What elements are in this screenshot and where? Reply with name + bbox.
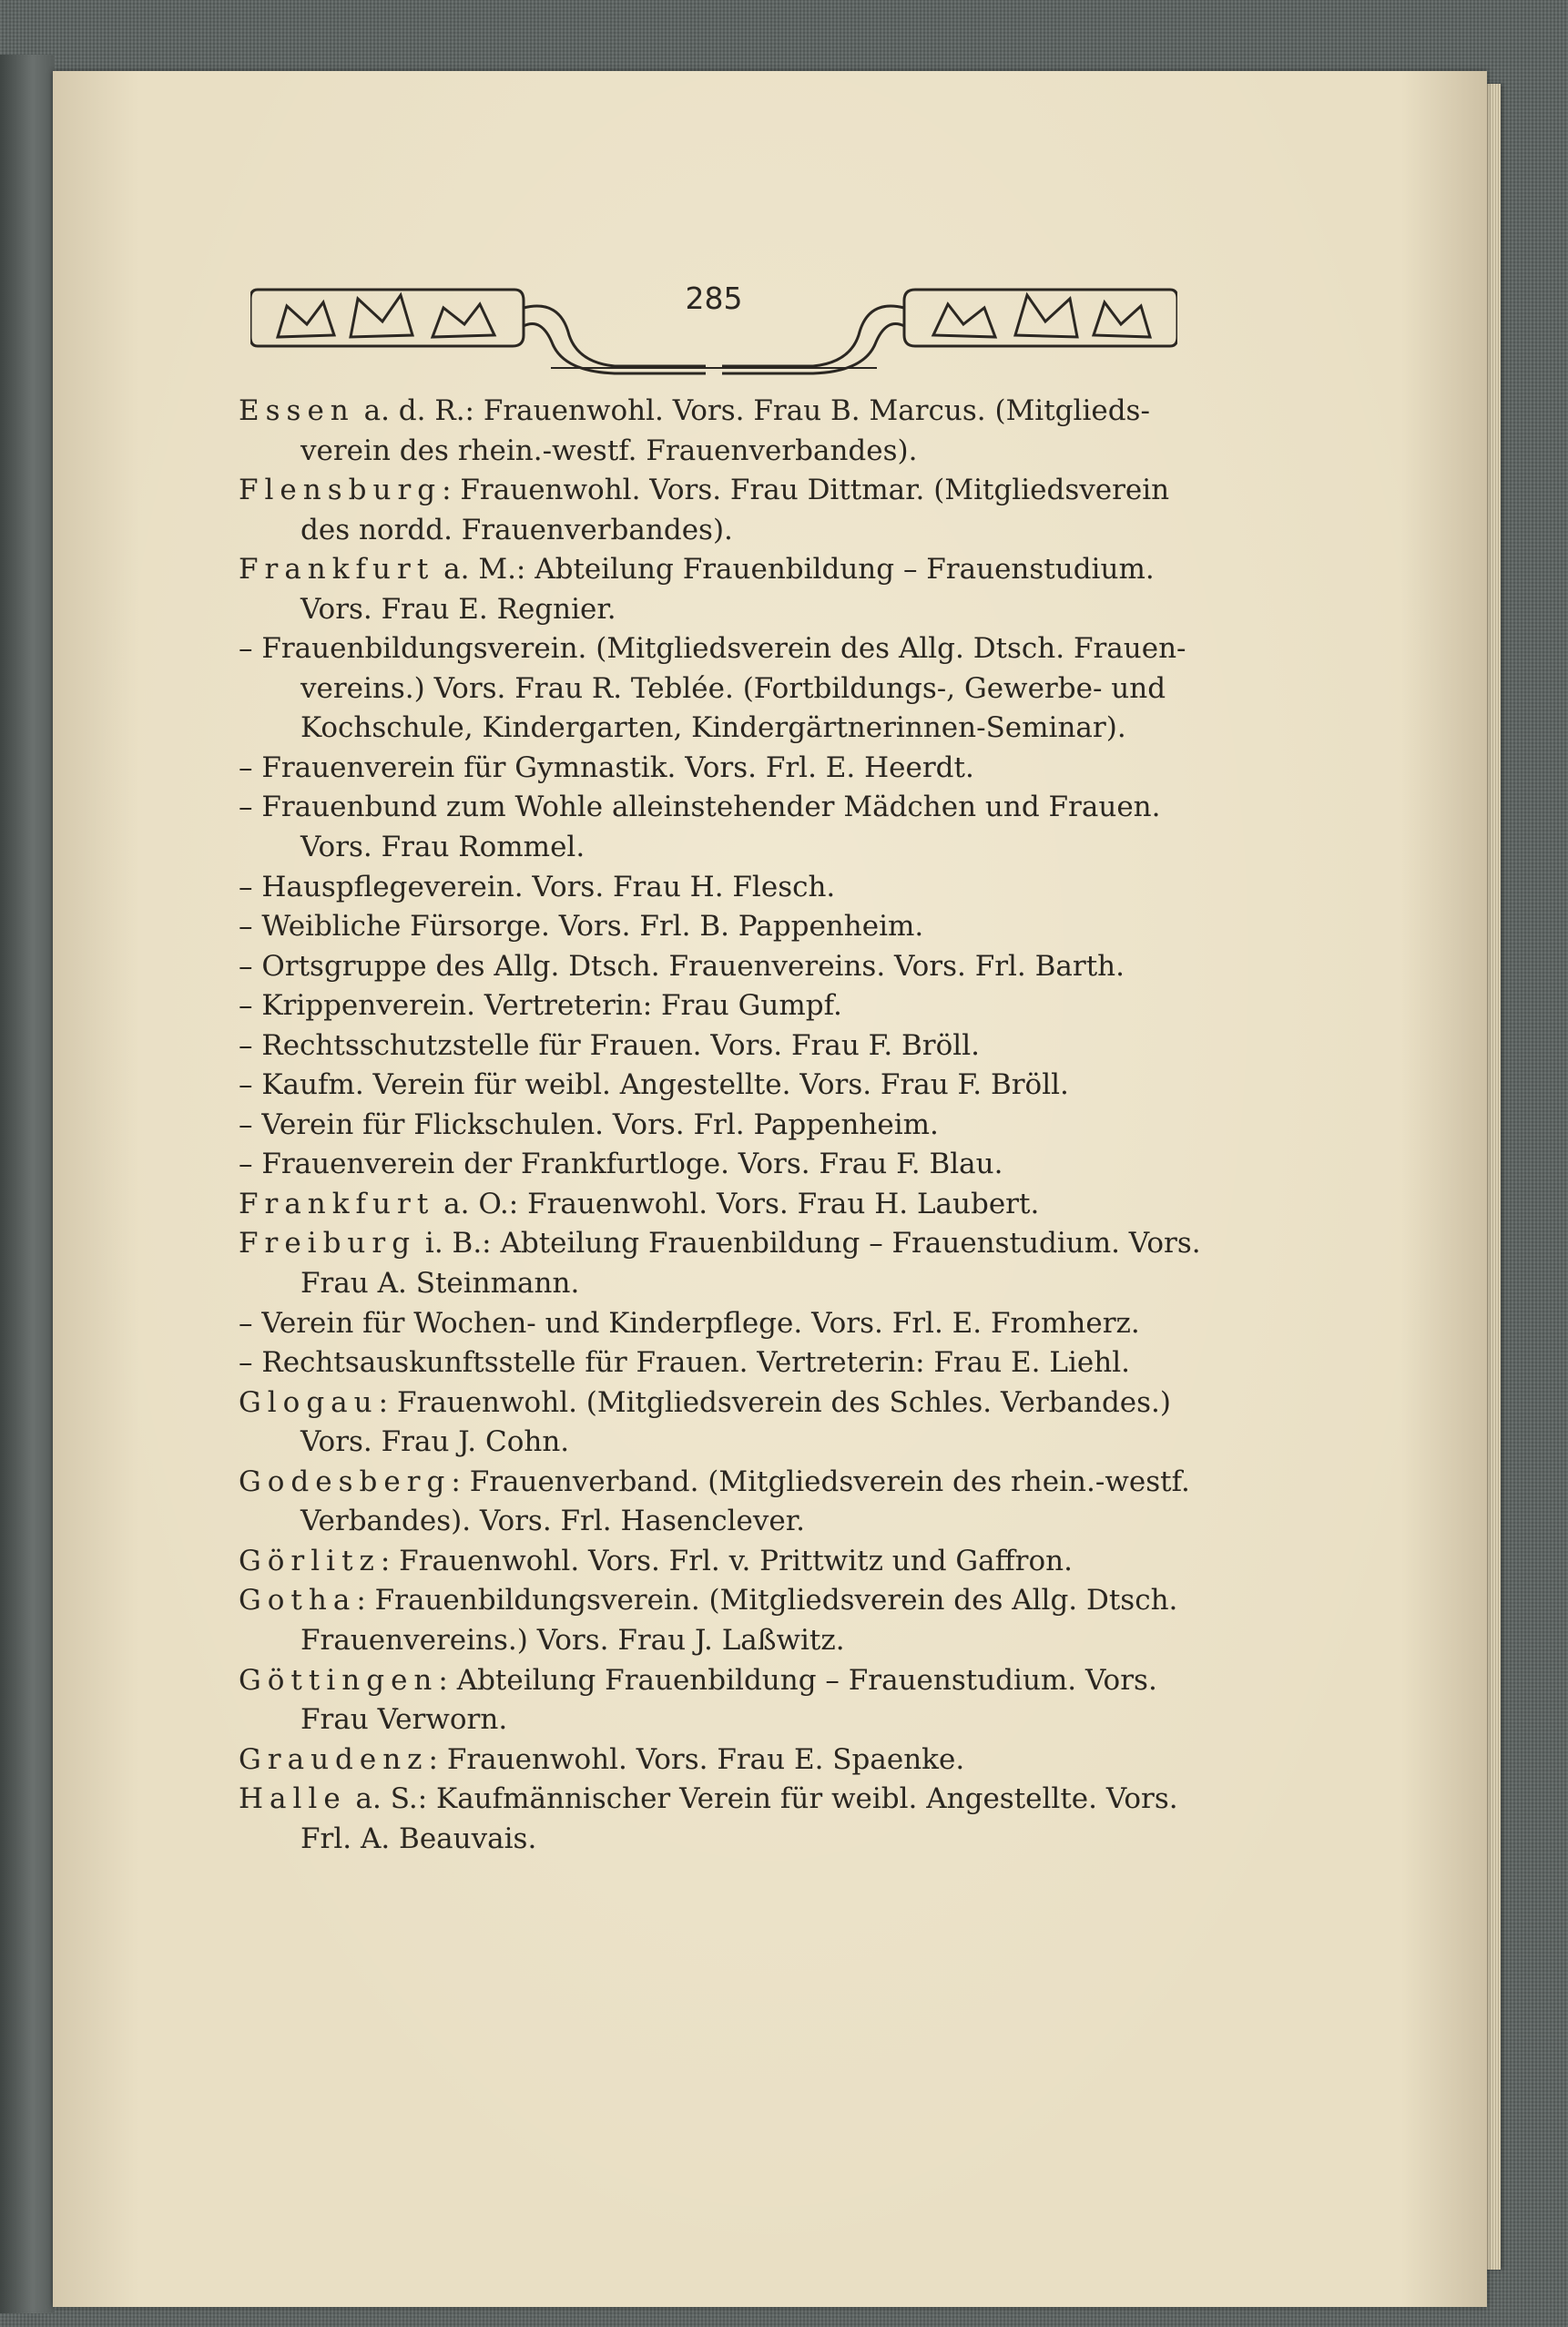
text-line xyxy=(239,629,1196,669)
text-line xyxy=(239,511,1196,551)
page-header-ornament xyxy=(250,271,1177,379)
text-line xyxy=(239,1185,1196,1225)
place-name: Flensburg xyxy=(239,474,443,507)
line-text: a. d. R.: Frauenwohl. Vors. Frau B. Marcus. (Mitglieds- xyxy=(354,394,1150,427)
line-text: – Frauenverein für Gymnastik. Vors. Frl. E. Heerdt. xyxy=(239,750,974,784)
text-line xyxy=(239,1621,1196,1661)
line-text: – Ortsgruppe des Allg. Dtsch. Frauenvereins. Vors. Frl. Barth. xyxy=(239,949,1125,983)
line-text: Vors. Frau Rommel. xyxy=(300,831,585,864)
line-text: Frl. A. Beauvais. xyxy=(300,1822,537,1855)
page-number: 285 xyxy=(685,281,743,316)
line-text: a. M.: Abteilung Frauenbildung – Frauenstudium. xyxy=(434,553,1155,587)
line-text: Frauenvereins.) Vors. Frau J. Laßwitz. xyxy=(300,1623,845,1657)
text-line xyxy=(239,1304,1196,1344)
line-text: – Verein für Wochen- und Kinderpflege. Vors. Frl. E. Fromherz. xyxy=(239,1306,1140,1340)
line-text: des nordd. Frauenverbandes). xyxy=(300,513,733,546)
line-text: – Frauenbund zum Wohle alleinstehender Mädchen und Frauen. xyxy=(239,791,1161,824)
text-line xyxy=(239,1224,1201,1264)
line-text: : Frauenwohl. (Mitgliedsverein des Schles. Verbandes.) xyxy=(378,1385,1171,1419)
line-text: : Frauenbildungsverein. (Mitgliedsverein des Allg. Dtsch. xyxy=(356,1584,1178,1618)
text-line xyxy=(239,1661,1196,1701)
text-line xyxy=(239,1343,1196,1383)
text-line xyxy=(239,986,1196,1026)
line-text: – Weibliche Fürsorge. Vors. Frl. B. Pappenheim. xyxy=(239,910,924,944)
text-line xyxy=(239,1106,1196,1146)
line-text: : Frauenwohl. Vors. Frau E. Spaenke. xyxy=(428,1742,965,1776)
text-line xyxy=(239,1463,1196,1503)
line-text: Frau Verworn. xyxy=(300,1703,508,1737)
text-line xyxy=(239,1502,1196,1542)
text-line xyxy=(239,1026,1196,1067)
text-line xyxy=(239,1145,1196,1185)
line-text: a. S.: Kaufmännischer Verein für weibl. Angestellte. Vors. xyxy=(346,1782,1178,1816)
line-text: – Rechtsschutzstelle für Frauen. Vors. Frau F. Bröll. xyxy=(239,1028,980,1062)
text-line xyxy=(239,590,1196,630)
line-text: : Abteilung Frauenbildung – Frauenstudium. Vors. xyxy=(438,1663,1157,1697)
text-line xyxy=(239,1820,1196,1860)
text-line xyxy=(239,1383,1196,1424)
text-line xyxy=(239,550,1196,590)
place-name: Graudenz xyxy=(239,1742,429,1776)
text-line xyxy=(239,432,1196,472)
text-line xyxy=(239,947,1196,987)
line-text: – Kaufm. Verein für weibl. Angestellte. Vors. Frau F. Bröll. xyxy=(239,1068,1069,1102)
place-name: Essen xyxy=(239,394,355,427)
text-line xyxy=(239,669,1196,709)
line-text: : Frauenverband. (Mitgliedsverein des rhein.-westf. xyxy=(451,1465,1190,1498)
line-text: : Frauenwohl. Vors. Frau Dittmar. (Mitgliedsverein xyxy=(442,474,1170,507)
line-text: a. O.: Frauenwohl. Vors. Frau H. Laubert. xyxy=(434,1187,1040,1220)
line-text: : Frauenwohl. Vors. Frl. v. Prittwitz und Gaffron. xyxy=(380,1544,1073,1577)
line-text: – Frauenverein der Frankfurtloge. Vors. Frau F. Blau. xyxy=(239,1148,1003,1181)
line-text: verein des rhein.-westf. Frauenverbandes). xyxy=(300,434,918,467)
place-name: Frankfurt xyxy=(239,1187,435,1220)
line-text: – Hauspflegeverein. Vors. Frau H. Flesch. xyxy=(239,870,836,903)
body-text xyxy=(239,392,1201,1859)
line-text: Kochschule, Kindergarten, Kindergärtnerinnen-Seminar). xyxy=(300,711,1126,745)
line-text: vereins.) Vors. Frau R. Teblée. (Fortbildungs-, Gewerbe- und xyxy=(300,671,1166,705)
line-text: Verbandes). Vors. Frl. Hasenclever. xyxy=(300,1505,805,1538)
line-text: – Frauenbildungsverein. (Mitgliedsverein des Allg. Dtsch. Frauen- xyxy=(239,632,1186,666)
text-line xyxy=(239,1700,1196,1740)
text-line xyxy=(239,1542,1196,1582)
text-line xyxy=(239,1066,1196,1106)
text-line xyxy=(239,1740,1196,1781)
line-text: Frau A. Steinmann. xyxy=(300,1267,580,1301)
line-text: i. B.: Abteilung Frauenbildung – Frauenstudium. Vors. xyxy=(416,1227,1201,1260)
place-name: Görlitz xyxy=(239,1544,381,1577)
text-line xyxy=(239,1780,1196,1820)
place-name: Freiburg xyxy=(239,1227,417,1260)
place-name: Glogau xyxy=(239,1385,379,1419)
place-name: Halle xyxy=(239,1782,347,1816)
book-cover-edge xyxy=(0,55,55,2313)
line-text: – Rechtsauskunftsstelle für Frauen. Vertreterin: Frau E. Liehl. xyxy=(239,1346,1130,1380)
text-line xyxy=(239,1423,1196,1463)
text-line xyxy=(239,1264,1196,1304)
text-line xyxy=(239,828,1196,868)
text-line xyxy=(239,1581,1196,1621)
place-name: Gotha xyxy=(239,1584,357,1618)
line-text: Vors. Frau E. Regnier. xyxy=(300,592,616,626)
text-line xyxy=(239,471,1196,511)
text-line xyxy=(239,788,1196,828)
place-name: Göttingen xyxy=(239,1663,439,1697)
text-line xyxy=(239,907,1196,947)
text-line xyxy=(239,749,1196,789)
line-text: – Verein für Flickschulen. Vors. Frl. Pappenheim. xyxy=(239,1107,939,1141)
text-line xyxy=(239,392,1196,432)
line-text: – Krippenverein. Vertreterin: Frau Gumpf. xyxy=(239,989,842,1023)
place-name: Frankfurt xyxy=(239,553,435,587)
text-line xyxy=(239,868,1196,908)
place-name: Godesberg xyxy=(239,1465,452,1498)
text-line xyxy=(239,709,1196,749)
line-text: Vors. Frau J. Cohn. xyxy=(300,1425,570,1459)
